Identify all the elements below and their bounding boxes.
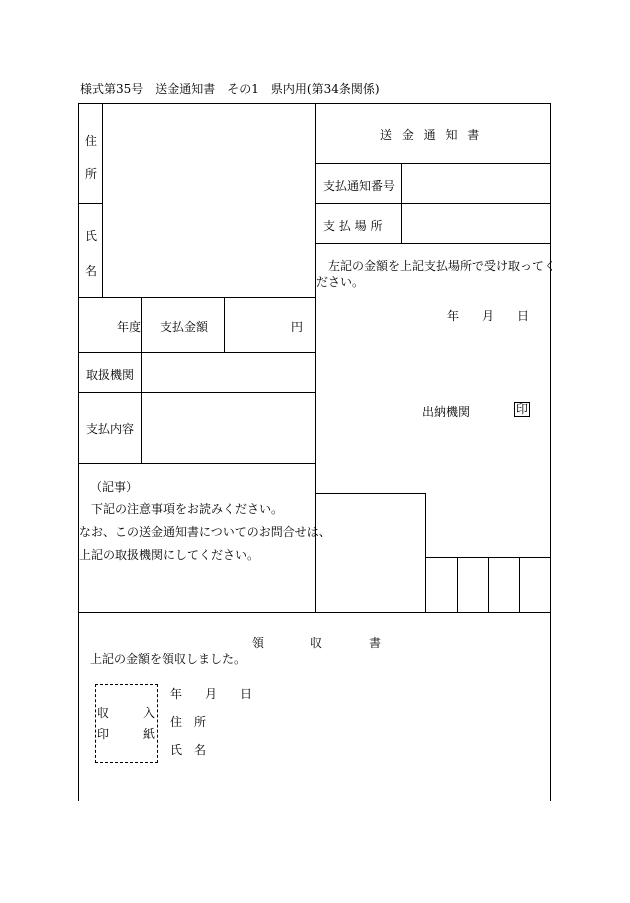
title-number-divider [315, 163, 551, 164]
receipt-title-2: 収 [310, 636, 323, 650]
date-month: 月 [482, 309, 495, 323]
name-label-1: 氏 [85, 229, 98, 243]
form-title: 様式第35号 送金通知書 その1 県内用(第34条関係) [80, 82, 380, 96]
notes-title: （記事） [90, 480, 139, 494]
address-label-1: 住 [85, 134, 98, 148]
instruction-line-1: 左記の金額を上記支払場所で受け取ってく [328, 259, 557, 273]
frame-right [550, 103, 551, 801]
receipt-date-year: 年 [170, 687, 183, 701]
receipt-title-1: 領 [252, 636, 265, 650]
cell-divider-3 [519, 557, 520, 613]
receipt-name-label: 氏 名 [170, 743, 207, 757]
remittance-title: 送 金 通 知 書 [380, 128, 480, 142]
handling-org-label: 取扱機関 [86, 368, 135, 382]
treasury-org-label: 出納機関 [422, 405, 471, 419]
handling-content-divider [78, 392, 315, 393]
revenue-stamp-box [95, 684, 158, 763]
address-name-divider [78, 203, 103, 204]
payment-place-label: 支 払 場 所 [323, 219, 383, 233]
stamp-area-top [315, 493, 426, 494]
year-amount-divider [141, 297, 142, 463]
instruction-line-2: ださい。 [316, 275, 365, 289]
address-label-2: 所 [85, 167, 98, 181]
stamp-char-4: 紙 [143, 727, 156, 741]
label-value-divider-right [401, 163, 402, 244]
yen-label: 円 [291, 320, 304, 334]
notes-line-3: 上記の取扱機関にしてください。 [79, 548, 260, 562]
payment-content-label: 支払内容 [86, 422, 135, 436]
payment-amount-label: 支払金額 [160, 320, 209, 334]
date-day: 日 [517, 309, 530, 323]
year-handling-divider [78, 352, 315, 353]
name-year-divider [78, 297, 315, 298]
place-instruction-divider [315, 243, 551, 244]
stamp-char-3: 印 [97, 727, 110, 741]
number-place-divider [315, 203, 551, 204]
cell-divider-1 [457, 557, 458, 613]
name-label-2: 名 [85, 264, 98, 278]
stamp-char-2: 入 [143, 706, 156, 720]
receipt-statement: 上記の金額を領収しました。 [90, 652, 247, 666]
frame-left [78, 103, 79, 801]
amount-value-divider [224, 297, 225, 353]
receipt-address-label: 住 所 [170, 715, 207, 729]
receipt-date-day: 日 [240, 687, 253, 701]
content-notes-divider [78, 463, 315, 464]
stamp-area-right [425, 493, 426, 613]
notes-line-2: なお、この送金通知書についてのお問合せは、 [79, 525, 331, 539]
receipt-date-month: 月 [205, 687, 218, 701]
cell-divider-2 [488, 557, 489, 613]
date-year: 年 [447, 309, 460, 323]
seal-mark: 印 [516, 402, 529, 416]
label-col-divider [102, 103, 103, 297]
receipt-divider [78, 612, 551, 613]
stamp-char-1: 収 [97, 706, 110, 720]
year-label: 年度 [117, 320, 142, 334]
receipt-title-3: 書 [369, 636, 382, 650]
notes-line-1: 下記の注意事項をお読みください。 [91, 502, 284, 516]
notice-number-label: 支払通知番号 [323, 179, 396, 193]
